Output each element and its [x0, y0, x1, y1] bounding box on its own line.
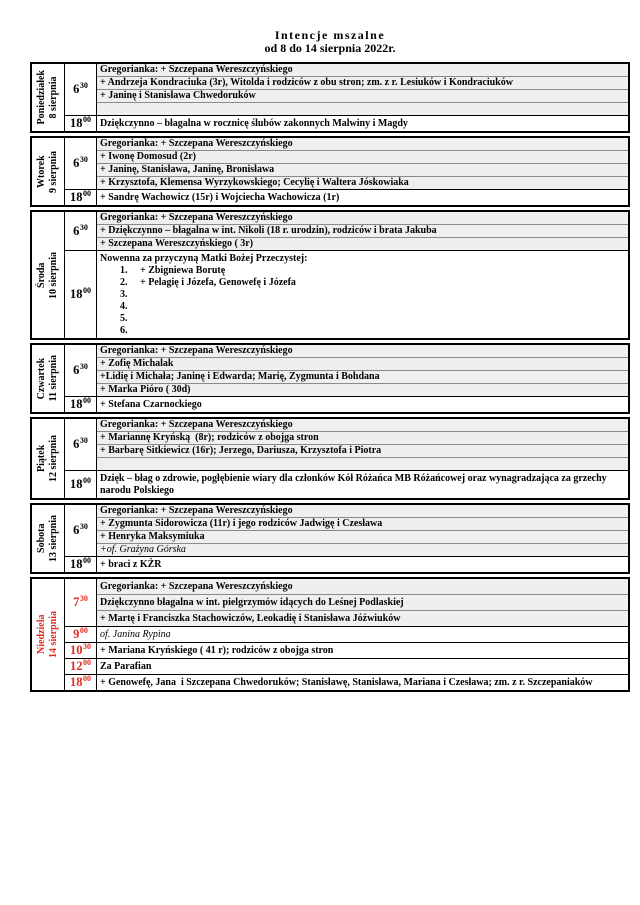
day-label-text — [36, 611, 60, 658]
intention-row: +of. Grażyna Górska — [97, 544, 628, 556]
mass-time — [65, 505, 97, 556]
day-block — [30, 62, 630, 133]
mass-time-minutes: 00 — [83, 115, 91, 124]
mass-time — [65, 251, 97, 338]
mass-time — [65, 579, 97, 626]
day-slots — [65, 419, 628, 498]
mass-time-hour: 12 — [70, 659, 83, 673]
day-label-text — [36, 252, 60, 299]
mass-time-hour: 6 — [73, 363, 80, 377]
intention-list — [97, 471, 628, 498]
mass-time-hour: 6 — [73, 223, 80, 238]
mass-time-hour: 9 — [73, 627, 80, 641]
mass-time-minutes: 00 — [83, 189, 91, 198]
day-name: Wtorek — [36, 155, 47, 188]
intention-list — [97, 116, 628, 131]
mass-time — [65, 419, 97, 470]
intention-row — [97, 458, 628, 470]
novena-number: 3. — [120, 288, 128, 300]
day-date: 10 sierpnia — [48, 251, 59, 299]
mass-slot — [65, 251, 628, 338]
mass-slot — [65, 675, 628, 690]
schedule-table — [30, 62, 630, 695]
day-block — [30, 136, 630, 207]
intention-row: Za Parafian — [100, 660, 152, 672]
mass-time-hour: 18 — [70, 675, 83, 689]
day-label — [32, 579, 65, 690]
mass-slot — [65, 643, 628, 659]
mass-time — [65, 397, 97, 412]
mass-time-minutes: 30 — [79, 522, 88, 531]
novena-row — [97, 251, 628, 338]
intention-row: + Janinę i Stanisława Chwedoruków — [97, 90, 628, 103]
intention-list — [97, 419, 628, 470]
intention-list — [97, 659, 628, 674]
novena-number: 1. — [120, 264, 128, 276]
intention-row: + Martę i Franciszka Stachowiczów, Leokadię i Stanisława Jóźwiuków — [97, 611, 628, 626]
day-label-text — [36, 435, 60, 482]
intention-list — [97, 557, 628, 572]
intention-list — [97, 579, 628, 626]
intention-row: + Iwonę Domosud (2r) — [97, 151, 628, 164]
mass-time-minutes: 00 — [83, 476, 91, 485]
mass-slot — [65, 557, 628, 572]
mass-time-hour: 18 — [70, 557, 83, 571]
novena-number: 6. — [120, 324, 128, 336]
intention-row: + Andrzeja Kondraciuka (3r), Witolda i rodziców z obu stron; zm. z r. Lesiuków i Kondraciuków — [97, 77, 628, 90]
intention-row: + Zofię Michalak — [97, 358, 628, 371]
mass-slot — [65, 138, 628, 190]
novena-intention: + Zbigniewa Borutę — [140, 264, 226, 276]
mass-slot — [65, 471, 628, 498]
day-label-text — [36, 151, 60, 193]
day-label-text — [36, 355, 60, 401]
mass-time-minutes: 30 — [79, 81, 88, 90]
mass-slot — [65, 190, 628, 205]
mass-time-minutes: 00 — [83, 286, 91, 295]
novena-number: 4. — [120, 300, 128, 312]
intention-row: Gregorianka: + Szczepana Wereszczyńskiego — [97, 212, 628, 225]
intention-row: Gregorianka: + Szczepana Wereszczyńskiego — [97, 579, 628, 595]
intention-list — [97, 505, 628, 556]
document-subtitle: od 8 do 14 sierpnia 2022r. — [264, 41, 396, 55]
intention-row: + Marka Pióro ( 30d) — [97, 384, 628, 396]
day-block — [30, 503, 630, 574]
mass-slot — [65, 212, 628, 251]
intention-row: + Stefana Czarnockiego — [100, 398, 202, 410]
mass-time-minutes: 00 — [83, 674, 91, 683]
intention-list — [97, 64, 628, 115]
mass-time-hour: 7 — [73, 595, 80, 609]
day-block — [30, 210, 630, 340]
mass-slot — [65, 659, 628, 675]
mass-time-hour: 6 — [73, 437, 80, 451]
intention-row: + Genowefę, Jana i Szczepana Chwedoruków; Stanisławę, Stanisława, Mariana i Czesława; zm. z r. Szczepaniaków — [100, 676, 593, 688]
mass-time — [65, 190, 97, 205]
day-date: 9 sierpnia — [48, 150, 59, 193]
mass-time-minutes: 00 — [83, 658, 91, 667]
novena-item — [100, 277, 625, 289]
day-label — [32, 419, 65, 498]
mass-slot — [65, 579, 628, 627]
day-name: Sobota — [36, 523, 47, 554]
mass-slot — [65, 505, 628, 557]
mass-time — [65, 659, 97, 674]
day-slots — [65, 345, 628, 412]
intention-row: + Zygmunta Sidorowicza (11r) i jego rodziców Jadwigę i Czesława — [97, 518, 628, 531]
mass-slot — [65, 419, 628, 471]
day-date: 8 sierpnia — [48, 76, 59, 119]
mass-time-minutes: 00 — [79, 626, 88, 635]
mass-time — [65, 643, 97, 658]
intention-row: + Szczepana Wereszczyńskiego ( 3r) — [97, 238, 628, 250]
day-block — [30, 577, 630, 692]
mass-slot — [65, 116, 628, 131]
mass-time-minutes: 30 — [79, 155, 88, 164]
day-date: 13 sierpnia — [48, 515, 59, 562]
intention-list — [97, 212, 628, 250]
intention-row: Gregorianka: + Szczepana Wereszczyńskiego — [97, 505, 628, 518]
intention-row: + Henryka Maksymiuka — [97, 531, 628, 544]
intention-row: + Janinę, Stanisława, Janinę, Bronisława — [97, 164, 628, 177]
day-slots — [65, 579, 628, 690]
mass-time — [65, 116, 97, 131]
day-name: Czwartek — [36, 357, 47, 400]
document-title: Intencje mszalne — [274, 28, 386, 42]
novena-item — [100, 289, 625, 301]
intention-row: + Mariana Kryńskiego ( 41 r); rodziców z obojga stron — [100, 644, 334, 656]
mass-time-minutes: 30 — [83, 642, 91, 651]
day-date: 11 sierpnia — [48, 355, 59, 402]
mass-time-hour: 18 — [70, 477, 83, 491]
day-date: 14 sierpnia — [48, 611, 59, 658]
intention-row: Gregorianka: + Szczepana Wereszczyńskiego — [97, 64, 628, 77]
novena-heading: Nowenna za przyczyną Matki Bożej Przeczystej: — [100, 252, 308, 264]
intention-row: +Lidię i Michała; Janinę i Edwarda; Marię, Zygmunta i Bohdana — [97, 371, 628, 384]
novena-item — [100, 265, 625, 277]
mass-time — [65, 471, 97, 498]
day-label — [32, 505, 65, 572]
mass-time-minutes: 00 — [83, 396, 91, 405]
mass-time-hour: 18 — [70, 287, 83, 301]
intention-row: of. Janina Rypina — [100, 628, 171, 640]
day-slots — [65, 138, 628, 205]
intention-row: + Mariannę Kryńską (8r); rodziców z obojga stron — [97, 432, 628, 445]
intention-row: Gregorianka: + Szczepana Wereszczyńskiego — [97, 345, 628, 358]
intention-row: Gregorianka: + Szczepana Wereszczyńskiego — [97, 138, 628, 151]
mass-slot — [65, 64, 628, 116]
intention-row: Dziękczynno – błagalna w rocznicę ślubów zakonnych Malwiny i Magdy — [100, 117, 408, 129]
day-slots — [65, 212, 628, 338]
mass-time-hour: 18 — [70, 116, 83, 130]
day-name: Piątek — [36, 444, 47, 473]
mass-time-minutes: 30 — [79, 436, 88, 445]
intention-row: Gregorianka: + Szczepana Wereszczyńskiego — [97, 419, 628, 432]
mass-time-hour: 6 — [73, 156, 80, 170]
day-label-text — [36, 70, 60, 124]
day-slots — [65, 64, 628, 131]
day-date: 12 sierpnia — [48, 435, 59, 482]
intention-row: + braci z KŻR — [100, 558, 162, 570]
day-label-text — [36, 515, 60, 562]
intention-row — [97, 103, 628, 115]
intention-list — [97, 397, 628, 412]
intention-row: + Sandrę Wachowicz (15r) i Wojciecha Wachowicza (1r) — [100, 191, 340, 203]
intention-list — [97, 643, 628, 658]
day-label — [32, 64, 65, 131]
mass-time-hour: 18 — [70, 397, 83, 411]
mass-time — [65, 212, 97, 250]
day-name: Środa — [36, 262, 47, 288]
novena-intention: + Pelagię i Józefa, Genowefę i Józefa — [140, 276, 296, 288]
mass-time-minutes: 00 — [83, 556, 91, 565]
mass-slot — [65, 627, 628, 643]
mass-time-hour: 6 — [73, 523, 80, 537]
intention-list — [97, 627, 628, 642]
intention-list — [97, 345, 628, 396]
day-name: Poniedziałek — [36, 70, 47, 125]
mass-time — [65, 138, 97, 189]
day-block — [30, 343, 630, 414]
day-label — [32, 138, 65, 205]
mass-slot — [65, 345, 628, 397]
mass-slot — [65, 397, 628, 412]
novena-item — [100, 301, 625, 313]
mass-time-hour: 6 — [73, 82, 80, 96]
intention-row: + Krzysztofa, Klemensa Wyrzykowskiego; Cecylię i Waltera Jóskowiaka — [97, 177, 628, 189]
mass-time-hour: 10 — [70, 643, 83, 657]
novena-number: 5. — [120, 312, 128, 324]
intention-list — [97, 190, 628, 205]
mass-time — [65, 345, 97, 396]
intention-list — [97, 138, 628, 189]
mass-time-minutes: 30 — [79, 594, 88, 603]
intention-row: Dzięk – błag o zdrowie, pogłębienie wiary dla członków Kół Różańca MB Różańcowej oraz wynagradzająca za grzechy narodu Polskiego — [100, 472, 610, 496]
novena-item — [100, 325, 625, 337]
day-name: Niedziela — [36, 614, 47, 655]
intention-row: Dziękczynno błagalna w int. pielgrzymów idących do Leśnej Podlaskiej — [97, 595, 628, 611]
novena-number: 2. — [120, 276, 128, 288]
day-label — [32, 345, 65, 412]
day-block — [30, 417, 630, 500]
mass-time-minutes: 30 — [79, 222, 88, 232]
day-label — [32, 212, 65, 338]
mass-time — [65, 675, 97, 690]
document-heading — [30, 28, 630, 55]
mass-time-minutes: 30 — [79, 362, 88, 371]
mass-time-hour: 18 — [70, 190, 83, 204]
mass-time — [65, 64, 97, 115]
intention-list — [97, 675, 628, 690]
mass-time — [65, 627, 97, 642]
day-slots — [65, 505, 628, 572]
intention-row: + Dziękczynno – błagalna w int. Nikoli (18 r. urodzin), rodziców i brata Jakuba — [97, 225, 628, 238]
intention-row: + Barbarę Sitkiewicz (16r); Jerzego, Dariusza, Krzysztofa i Piotra — [97, 445, 628, 458]
intention-list — [97, 251, 628, 338]
mass-time — [65, 557, 97, 572]
novena-item — [100, 313, 625, 325]
